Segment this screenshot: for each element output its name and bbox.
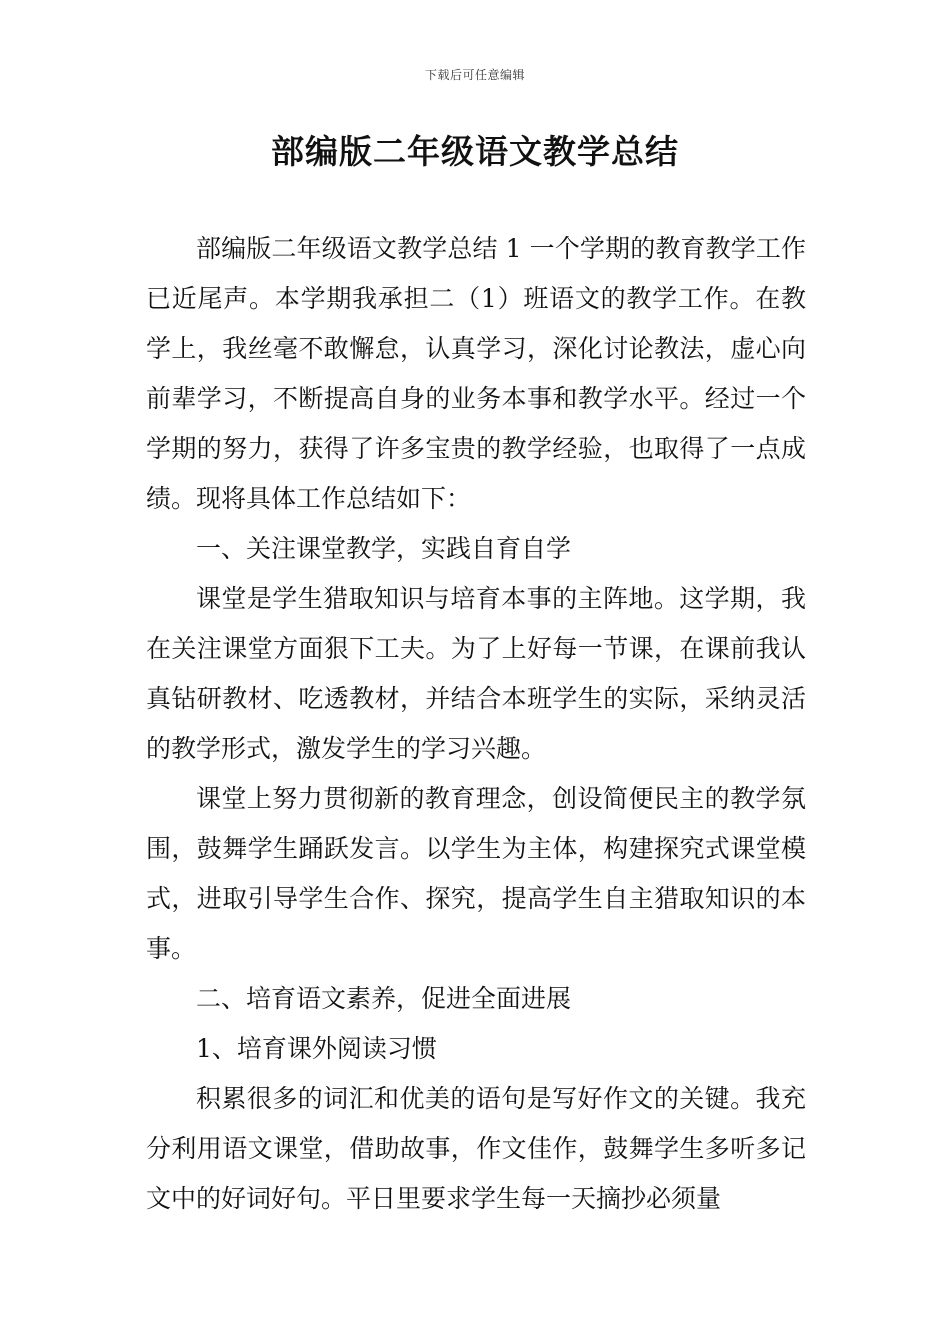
paragraph-classroom-2: 课堂上努力贯彻新的教育理念，创设简便民主的教学氛围，鼓舞学生踊跃发言。以学生为主体，构建探究式课堂模式，进取引导学生合作、探究，提高学生自主猎取知识的本事。 — [146, 784, 806, 963]
section-heading-1: 一、关注课堂教学，实践自育自学 — [196, 534, 572, 563]
document-title: 部编版二年级语文教学总结 — [271, 132, 679, 171]
paragraph-intro: 部编版二年级语文教学总结 1 一个学期的教育教学工作已近尾声。本学期我承担二（1）班语文的教学工作。在教学上，我丝毫不敢懈怠，认真学习，深化讨论教法，虚心向前辈学习，不断提高自身的业务本事和教学水平。经过一个学期的努力，获得了许多宝贵的教学经验，也取得了一点成绩。现将具体工作总结如下： — [146, 234, 806, 513]
paragraph-reading: 积累很多的词汇和优美的语句是写好作文的关键。我充分利用语文课堂，借助故事，作文佳作，鼓舞学生多听多记文中的好词好句。平日里要求学生每一天摘抄必须量 — [146, 1084, 806, 1213]
header-note: 下载后可任意编辑 — [424, 68, 525, 82]
paragraph-classroom-1: 课堂是学生猎取知识与培育本事的主阵地。这学期，我在关注课堂方面狠下工夫。为了上好每一节课，在课前我认真钻研教材、吃透教材，并结合本班学生的实际，采纳灵活的教学形式，激发学生的学习兴趣。 — [146, 584, 806, 763]
section-heading-2: 二、培育语文素养，促进全面进展 — [196, 984, 572, 1013]
subsection-heading-1: 1、培育课外阅读习惯 — [196, 1034, 437, 1063]
document-body — [146, 224, 806, 1224]
